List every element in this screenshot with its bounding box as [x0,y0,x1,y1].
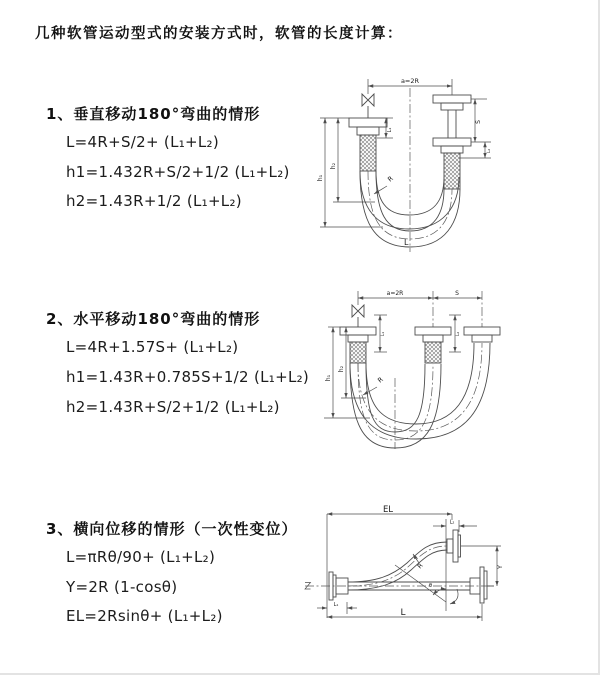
valve-icon [352,305,364,327]
length-label: L [404,238,409,247]
left-flange [340,327,376,363]
braided-hose-section [425,342,441,363]
right-flange [470,567,494,603]
dim-label-h1: h₁ [317,174,324,182]
middle-flange [415,327,451,363]
dim-el [327,514,452,618]
dim-label-h1: h₁ [325,374,332,382]
braided-hose-section [360,135,376,171]
formula-line: L=4R+S/2+ (L₁+L₂) [66,133,220,151]
dim-h1-h2 [324,327,370,418]
formula-line: EL=2Rsinθ+ (L₁+L₂) [66,607,223,625]
formula-line: h2=1.43R+S/2+1/2 (L₁+L₂) [66,398,280,416]
left-flange [349,118,387,171]
dim-label-l2: L₂ [456,331,461,337]
dim-h1-h2 [320,118,383,227]
diagram-1-drawing [303,70,590,260]
radius-label: R [386,174,395,184]
section-3-heading: 3、横向位移的情形（一次性变位） [46,520,298,538]
radius-leader [374,186,387,194]
formula-line: h2=1.43R+1/2 (L₁+L₂) [66,192,242,210]
right-flange [464,327,500,342]
diagram-2-drawing [300,283,590,453]
section-1-heading: 1、垂直移动180°弯曲的情形 [46,105,261,123]
formula-line: h1=1.43R+0.785S+1/2 (L₁+L₂) [66,368,310,386]
radius-label: R [376,375,385,385]
dim-label-a2r: a=2R [386,290,404,297]
dim-label-s: S [475,120,482,124]
diagram-vertical-180-bend [303,70,590,260]
diagram-lateral-displacement [300,505,600,655]
dim-label-l2: L₂ [449,519,455,526]
diagram-3-drawing [300,505,600,655]
upper-flange [447,530,501,562]
dim-label-l: L [400,608,406,618]
dim-label-s: S [455,290,459,297]
dim-label-h2: h₂ [330,162,337,170]
hose-u-bend-position-2 [350,343,490,439]
right-flange-stack [433,95,471,189]
dim-a2r-s [358,291,482,327]
page-title: 几种软管运动型式的安装方式时，软管的长度计算： [35,26,403,42]
valve-icon [362,94,374,118]
section-2-heading: 2、水平移动180°弯曲的情形 [46,310,261,328]
hose-displaced-position [348,542,447,590]
rotation-arrow [450,589,458,604]
hose-u-bend-position-1 [350,363,441,448]
dim-label-l1: L₁ [387,127,393,133]
dim-label-y: Y [496,565,504,569]
diagram-horizontal-180-bend [300,283,590,453]
formula-line: L=πRθ/90+ (L₁+L₂) [66,548,216,566]
braided-hose-section [444,153,460,189]
formula-line: Y=2R (1-cosθ) [66,578,178,596]
braided-hose-section [350,342,366,363]
formula-line: L=4R+1.57S+ (L₁+L₂) [66,338,239,356]
dim-label-l1: L₁ [333,602,339,608]
angle-label: θ [429,583,433,589]
dim-label-l1: L₁ [381,331,386,337]
formula-line: h1=1.432R+S/2+1/2 (L₁+L₂) [66,163,290,181]
radius-construction [395,554,458,604]
dim-label-a2r: a=2R [400,77,420,85]
dim-label-el: EL [382,505,394,515]
dim-label-h2: h₂ [338,365,345,373]
radius-label: R [415,561,425,571]
dim-label-l2: L₂ [487,148,492,154]
